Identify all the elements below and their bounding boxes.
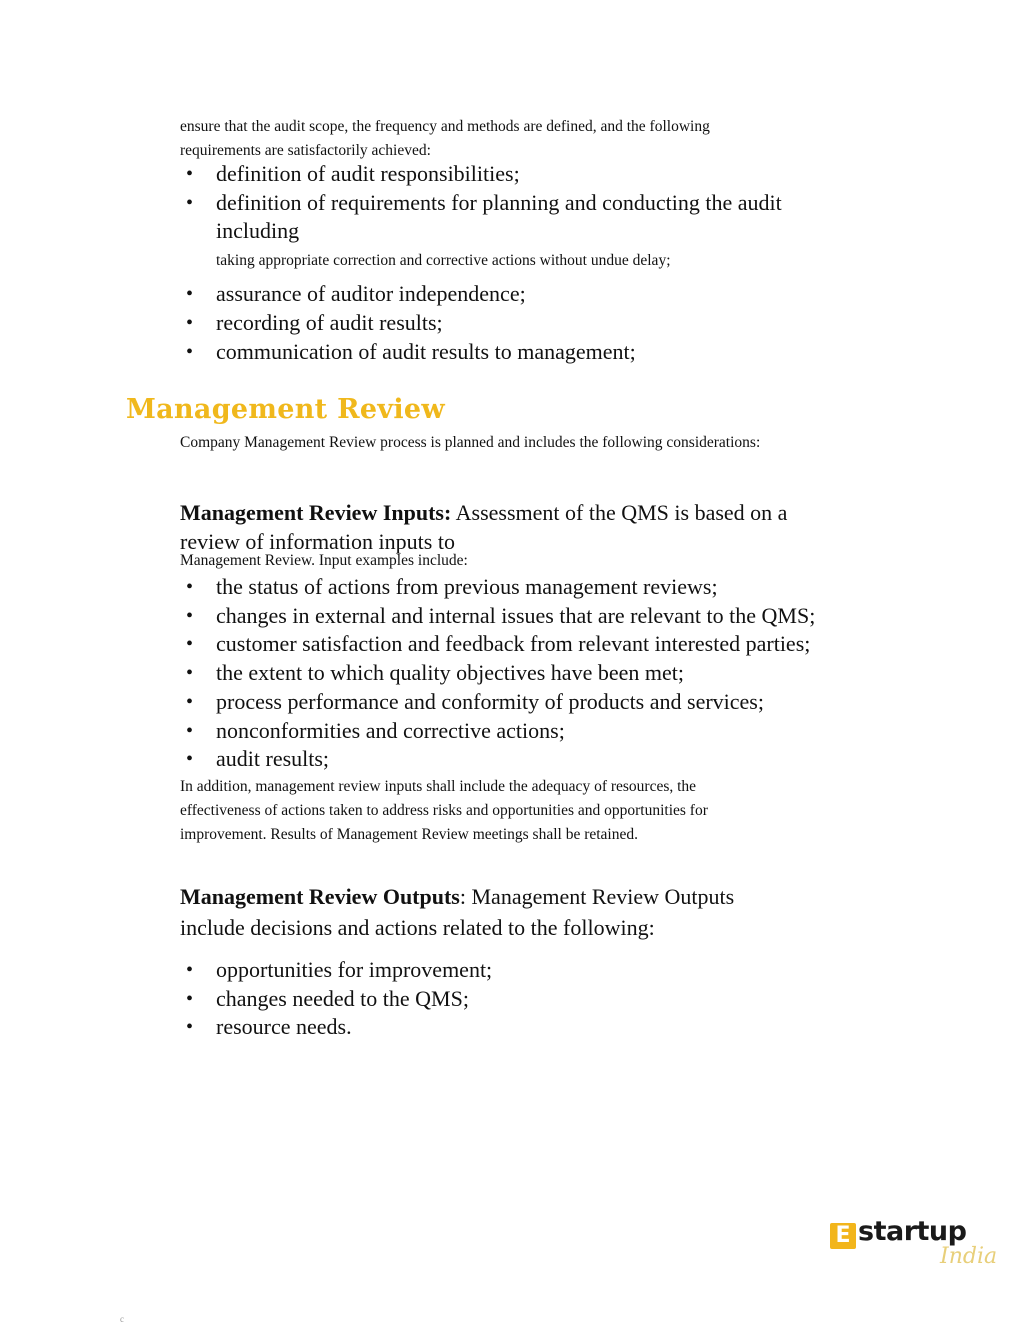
outputs-paragraph: Management Review Outputs: Management Review Outputs include decisions and actions related to the following: [180,884,735,940]
list-item: • customer satisfaction and feedback from relevant interested parties; [180,630,980,659]
outputs-lead: Management Review Outputs [180,884,460,909]
outputs-list [180,956,880,1042]
logo-wordmark: startup [858,1216,967,1247]
bullet-icon: • [186,283,194,306]
list-item: • resource needs. [180,1013,880,1042]
inputs-paragraph: Management Review Inputs: Assessment of the QMS is based on a review of information inputs to [180,500,788,554]
bullet-icon: • [186,576,194,598]
list-item: • definition of audit responsibilities; [180,160,940,189]
bullet-icon: • [186,604,194,627]
list-item: • communication of audit results to management; [180,338,940,367]
section-intro: Company Management Review process is planned and includes the following considerations: [180,434,761,451]
list-item: • nonconformities and corrective actions; [180,717,980,746]
list-item: • changes in external and internal issues that are relevant to the QMS; [180,602,980,631]
audit-requirements-list [180,160,940,366]
bullet-icon: • [186,191,194,214]
inputs-line-3: Management Review. Input examples include: [180,552,468,569]
inputs-addition-line-2: effectiveness of actions taken to address risks and opportunities and opportunities for [180,802,708,819]
estartup-india-logo [828,1218,998,1276]
logo-script: India [940,1244,998,1269]
bullet-icon: • [186,662,194,685]
bullet-icon: • [186,719,194,742]
bullet-icon: • [186,987,194,1010]
bullet-icon: • [186,311,194,334]
intro-line-1: ensure that the audit scope, the frequency and methods are defined, and the following [180,118,710,135]
list-item: • assurance of auditor independence; [180,280,940,309]
bullet-icon: • [186,690,194,713]
list-item: • opportunities for improvement; [180,956,880,985]
section-heading: Management Review [126,394,445,425]
corner-mark: c [120,1314,124,1324]
inputs-lead: Management Review Inputs: [180,500,452,525]
bullet-icon: • [186,748,194,771]
list-item: • the extent to which quality objectives have been met; [180,659,980,688]
list-item: • changes needed to the QMS; [180,985,880,1014]
inputs-addition-line-1: In addition, management review inputs shall include the adequacy of resources, the [180,778,697,795]
list-item: • recording of audit results; [180,309,940,338]
bullet-icon: • [186,633,194,656]
inputs-addition-line-3: improvement. Results of Management Review meetings shall be retained. [180,826,638,843]
bullet-icon: • [186,1016,194,1039]
list-item: • audit results; [180,745,980,774]
list-item: • definition of requirements for planning and conducting the audit including taking appropriate correction and corrective actions without undue delay; [180,189,940,276]
bullet-icon: • [186,163,194,185]
list-item: • the status of actions from previous management reviews; [180,573,980,602]
bullet-icon: • [186,340,194,363]
intro-line-2: requirements are satisfactorily achieved: [180,142,431,159]
list-item: • process performance and conformity of products and services; [180,688,980,717]
inputs-list [180,573,980,774]
logo-e-badge-icon: E [830,1223,856,1249]
sub-note: taking appropriate correction and corrective actions without undue delay; [216,252,671,270]
bullet-icon: • [186,959,194,981]
